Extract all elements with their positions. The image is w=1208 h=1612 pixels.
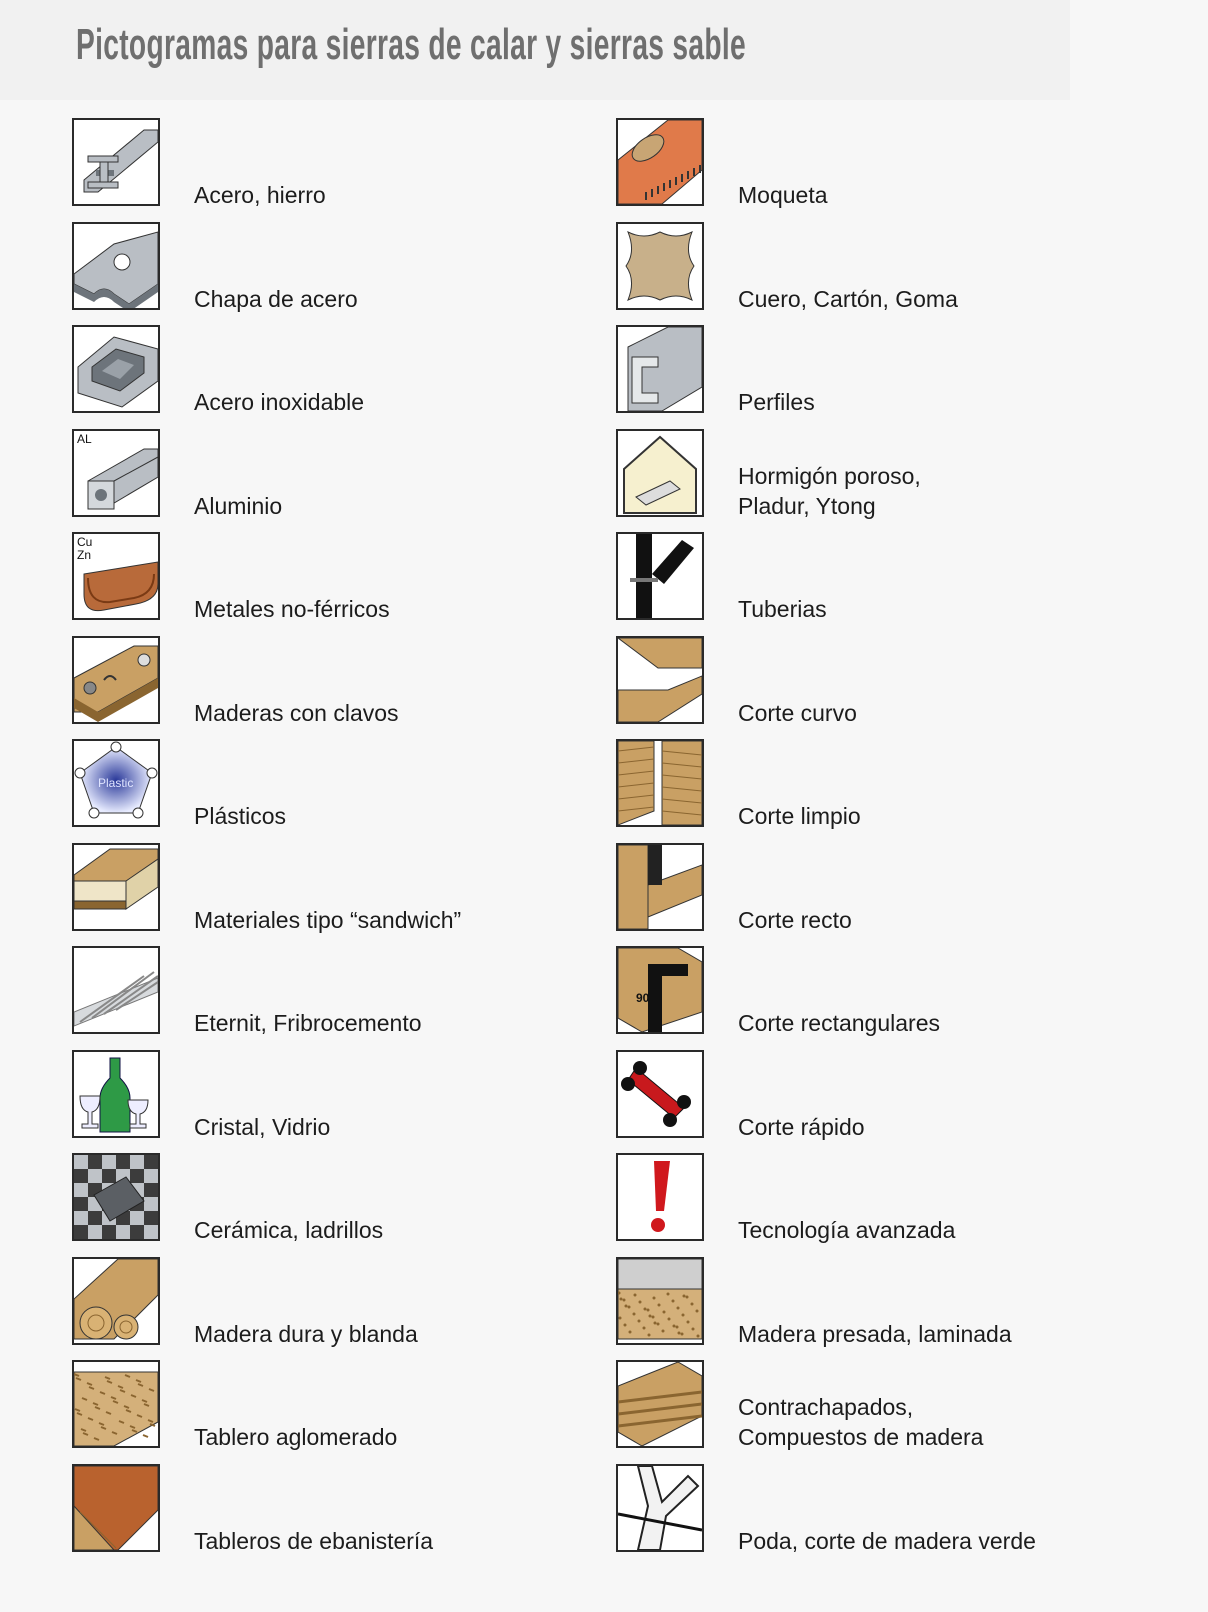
pictogram-label-line: Madera presada, laminada <box>738 1320 1012 1347</box>
glass-bottle-icon <box>72 1050 160 1138</box>
pictogram-item <box>72 946 572 1038</box>
plywood-icon <box>616 1360 704 1448</box>
pictogram-label-line: Perfiles <box>738 389 815 415</box>
metal-profile-icon <box>616 325 704 413</box>
pictogram-label <box>738 180 828 210</box>
corrugated-sheet-icon <box>72 946 160 1034</box>
clean-cut-icon <box>616 739 704 827</box>
pictogram-label <box>738 801 861 831</box>
pictogram-label <box>738 461 921 521</box>
pictogram-label-line: Plásticos <box>194 803 287 829</box>
steel-beam-icon <box>72 118 160 206</box>
pictogram-label-line: Corte rectangulares <box>738 1010 940 1036</box>
pictogram-label-line: Compuestos de madera <box>738 1424 984 1450</box>
pictogram-item <box>72 739 572 831</box>
pictogram-label-line: Corte recto <box>738 906 852 933</box>
pictogram-label-line: Madera dura y blanda <box>194 1320 418 1347</box>
icon-tag: Plastic <box>98 776 134 790</box>
pictogram-label <box>194 1319 418 1349</box>
pictogram-item <box>616 1153 1116 1245</box>
pictogram-label <box>738 1008 940 1038</box>
pictogram-label <box>738 1112 865 1142</box>
icon-tag: Cu Zn <box>77 535 93 562</box>
pictogram-label <box>194 1112 330 1142</box>
pictogram-label <box>738 387 815 417</box>
aerated-concrete-house-icon <box>616 429 704 517</box>
pictogram-item <box>616 1360 1116 1452</box>
chipboard-icon <box>72 1360 160 1448</box>
pictogram-label-line: Tablero aglomerado <box>194 1424 398 1450</box>
pictogram-label-line: Acero inoxidable <box>194 389 365 415</box>
pictogram-item <box>616 1464 1116 1556</box>
pictogram-label-line: Cristal, Vidrio <box>194 1113 331 1140</box>
ceramic-tiles-icon <box>72 1153 160 1241</box>
pictogram-item <box>72 1153 572 1245</box>
pictogram-label <box>194 905 461 935</box>
pictogram-label <box>738 594 827 624</box>
pictogram-item <box>616 739 1116 831</box>
pictogram-label <box>738 1392 983 1452</box>
pictogram-item <box>72 1360 572 1452</box>
pictogram-label <box>738 1215 955 1245</box>
pictogram-label-line: Hormigón poroso, <box>738 462 921 489</box>
pictogram-item <box>616 946 1116 1038</box>
pictogram-label-line: Corte limpio <box>738 803 861 829</box>
pictogram-label <box>194 594 390 624</box>
pictogram-label <box>194 698 399 728</box>
right-angle-cut-icon <box>616 946 704 1034</box>
pictogram-label-line: Contrachapados, <box>738 1394 914 1420</box>
pictogram-item <box>616 325 1116 417</box>
stainless-sink-icon <box>72 325 160 413</box>
carpet-roll-icon <box>616 118 704 206</box>
pictogram-label-line: Chapa de acero <box>194 285 358 312</box>
pictogram-label <box>194 387 364 417</box>
pictogram-label-line: Pladur, Ytong <box>738 492 876 519</box>
pictogram-item <box>616 118 1116 210</box>
aluminium-profile-icon <box>72 429 160 517</box>
page-title: Pictogramas para sierras de calar y sierras sable <box>76 20 747 69</box>
pictogram-label-line: Corte curvo <box>738 699 857 726</box>
pictogram-label-line: Cuero, Cartón, Goma <box>738 285 958 312</box>
pictogram-item <box>72 222 572 314</box>
pictogram-label <box>194 284 358 314</box>
exclamation-icon <box>616 1153 704 1241</box>
pictogram-label-line: Acero, hierro <box>194 182 326 208</box>
pictogram-label-line: Poda, corte de madera verde <box>738 1527 1036 1554</box>
branch-pruning-icon <box>616 1464 704 1552</box>
pictogram-item <box>72 843 572 935</box>
pictogram-label-line: Cerámica, ladrillos <box>194 1217 384 1243</box>
pictogram-label-line: Eternit, Fribrocemento <box>194 1010 422 1036</box>
pictogram-item <box>616 1257 1116 1349</box>
straight-cut-icon <box>616 843 704 931</box>
pictogram-label <box>194 491 282 521</box>
pictogram-item <box>72 118 572 210</box>
pictogram-item <box>616 636 1116 728</box>
pictogram-label-line: Maderas con clavos <box>194 699 399 726</box>
veneer-board-icon <box>72 1464 160 1552</box>
wood-with-nails-icon <box>72 636 160 724</box>
pictogram-label-line: Tableros de ebanistería <box>194 1527 434 1554</box>
pictogram-item <box>616 1050 1116 1142</box>
pictogram-label <box>194 1215 383 1245</box>
pictogram-label <box>194 1526 433 1556</box>
pictogram-label-line: Tuberias <box>738 596 827 622</box>
pictogram-item <box>72 1050 572 1142</box>
steel-sheet-icon <box>72 222 160 310</box>
pictogram-item <box>72 325 572 417</box>
sandwich-panel-icon <box>72 843 160 931</box>
icon-tag: AL <box>77 431 92 446</box>
pictogram-item <box>616 532 1116 624</box>
pictogram-label <box>738 1319 1012 1349</box>
pictogram-item <box>72 636 572 728</box>
pictogram-item <box>72 1257 572 1349</box>
leather-hide-icon <box>616 222 704 310</box>
pictogram-item <box>72 1464 572 1556</box>
pictogram-label <box>194 1422 397 1452</box>
pictogram-item <box>616 429 1116 521</box>
pressed-wood-icon <box>616 1257 704 1345</box>
pictogram-item <box>616 843 1116 935</box>
pictogram-label <box>194 180 326 210</box>
pictogram-item <box>72 429 572 521</box>
curved-cut-icon <box>616 636 704 724</box>
pictogram-label-line: Metales no-férricos <box>194 596 390 622</box>
pictogram-label <box>738 698 857 728</box>
pictogram-label <box>194 1008 422 1038</box>
pictogram-label-line: Moqueta <box>738 182 828 208</box>
pictogram-label <box>738 284 958 314</box>
icon-tag: 90 <box>636 991 650 1005</box>
pictogram-label-line: Corte rápido <box>738 1113 865 1140</box>
pictogram-label-line: Tecnología avanzada <box>738 1217 956 1243</box>
pictogram-label-line: Materiales tipo “sandwich” <box>194 906 462 933</box>
pipes-icon <box>616 532 704 620</box>
pictogram-label <box>738 905 852 935</box>
pictogram-label-line: Aluminio <box>194 492 283 519</box>
pictogram-label <box>194 801 286 831</box>
race-car-icon <box>616 1050 704 1138</box>
wood-logs-icon <box>72 1257 160 1345</box>
pictogram-item <box>616 222 1116 314</box>
plastic-molecule-icon <box>72 739 160 827</box>
pictogram-item <box>72 532 572 624</box>
pictogram-label <box>738 1526 1036 1556</box>
copper-gutter-icon <box>72 532 160 620</box>
